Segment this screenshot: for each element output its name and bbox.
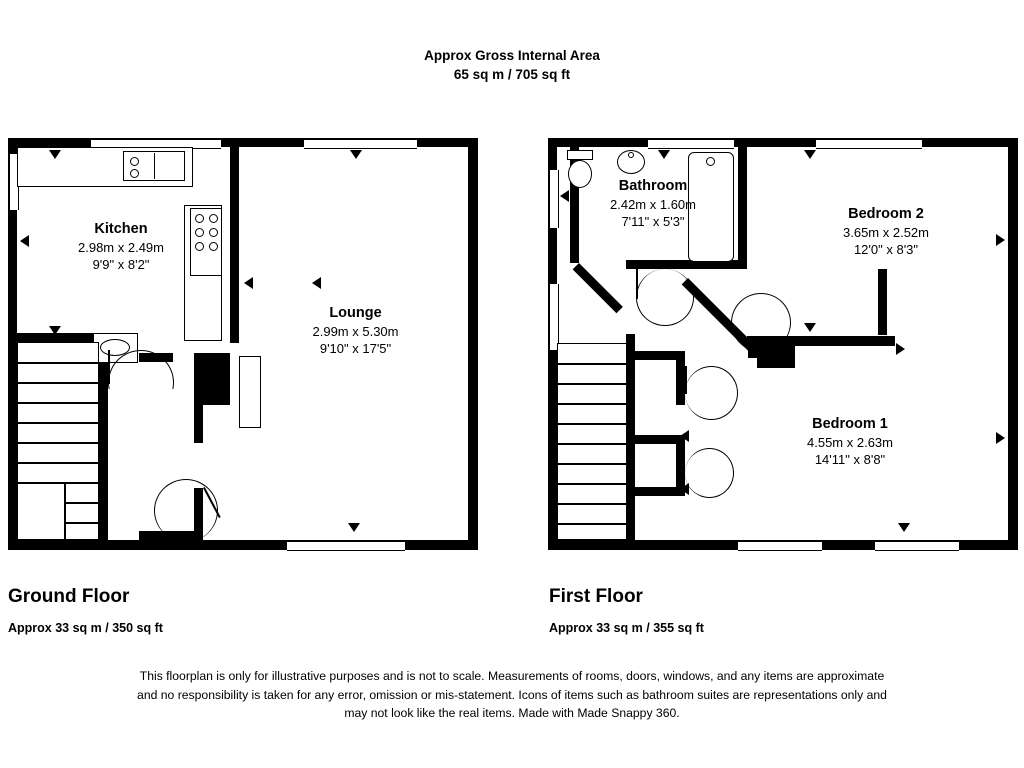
door-arc-bedroom2 — [731, 293, 791, 352]
door-leaf-bathroom — [636, 269, 638, 299]
first-floor-title: First Floor — [549, 586, 643, 607]
wall-bedroom1-stub — [878, 269, 887, 335]
room-metric: 4.55m x 2.63m — [807, 434, 893, 450]
cooker-ring-6 — [209, 242, 218, 251]
room-label-lounge — [273, 305, 438, 358]
room-imperial: 7'11" x 5'3" — [621, 214, 685, 229]
stair-step — [64, 522, 99, 524]
door-arc-entry — [154, 479, 218, 542]
direction-arrow — [996, 432, 1005, 444]
header-line-1: Approx Gross Internal Area — [424, 48, 600, 63]
window-landing-left-a — [549, 170, 559, 228]
room-imperial: 9'10" x 17'5" — [319, 341, 392, 356]
stair-step — [17, 402, 99, 404]
door-arc-cupboard — [685, 448, 734, 498]
ground-floor-plan — [8, 138, 478, 550]
stair-step — [557, 363, 627, 365]
room-label-bedroom1 — [770, 416, 930, 469]
room-metric: 2.42m x 1.60m — [610, 196, 696, 212]
room-metric: 3.65m x 2.52m — [843, 224, 929, 240]
room-metric: 2.99m x 5.30m — [312, 323, 399, 339]
stair-step — [17, 382, 99, 384]
room-imperial: 12'0" x 8'3" — [853, 242, 919, 257]
direction-arrow — [804, 323, 816, 332]
cooker-ring-2 — [209, 214, 218, 223]
wall-kitchen-nib — [8, 333, 17, 358]
wall-landing-cupboard-b — [676, 351, 685, 405]
wall-bathroom-right — [738, 147, 747, 269]
stair-step — [557, 403, 627, 405]
header-line-2: 65 sq m / 705 sq ft — [453, 67, 571, 82]
wall-ground-bottom — [8, 540, 478, 550]
room-name: Bedroom 1 — [812, 416, 888, 432]
stair-step — [557, 523, 627, 525]
stair-step — [17, 482, 99, 484]
door-arc-bedroom1 — [685, 366, 738, 420]
room-label-kitchen — [41, 221, 201, 274]
door-leaf-bedroom1 — [685, 366, 687, 394]
disclaimer-line-2: and no responsibility is taken for any error, omission or mis-statement. Icons of items such as bathroom suites are representations only and — [137, 687, 887, 702]
stair-step — [17, 462, 99, 464]
wall-first-right — [1008, 138, 1018, 550]
direction-arrow — [996, 234, 1005, 246]
wall-first-top — [548, 138, 1018, 147]
wall-hall-right — [194, 353, 203, 443]
door-arc-bathroom — [636, 269, 694, 326]
stair-step — [17, 362, 99, 364]
stair-step — [557, 423, 627, 425]
direction-arrow — [896, 343, 905, 355]
door-leaf-kitchen — [108, 350, 110, 384]
room-name: Lounge — [329, 305, 382, 321]
room-name: Kitchen — [94, 221, 148, 237]
direction-arrow — [560, 190, 569, 202]
window-landing-left-b — [549, 284, 559, 350]
direction-arrow — [898, 523, 910, 532]
stair-step — [64, 502, 99, 504]
direction-arrow — [680, 430, 689, 442]
wall-hall-lower — [99, 445, 108, 540]
stair-step — [557, 443, 627, 445]
stair-step — [557, 383, 627, 385]
stair-step — [557, 463, 627, 465]
direction-arrow — [348, 523, 360, 532]
direction-arrow — [804, 150, 816, 159]
wall-landing-diagonal-2 — [573, 263, 623, 313]
room-metric: 2.98m x 2.49m — [78, 239, 164, 255]
direction-arrow — [680, 483, 689, 495]
first-floor-area: Approx 33 sq m / 355 sq ft — [549, 621, 704, 635]
window-lounge-top — [304, 139, 417, 149]
wall-ground-right — [468, 138, 478, 550]
wall-landing-cupboard-d — [676, 435, 685, 487]
stair-step — [17, 442, 99, 444]
wall-landing-cupboard-e — [635, 487, 685, 496]
wall-landing-left-nib — [570, 235, 579, 263]
direction-arrow — [49, 326, 61, 335]
cooker-ring-4 — [209, 228, 218, 237]
room-imperial: 14'11" x 8'8" — [814, 452, 886, 467]
window-lounge-bottom — [287, 541, 405, 551]
door-arc-kitchen — [108, 350, 174, 415]
gross-internal-area-header — [0, 46, 1024, 84]
ground-floor-area: Approx 33 sq m / 350 sq ft — [8, 621, 163, 635]
direction-arrow — [49, 150, 61, 159]
disclaimer-line-1: This floorplan is only for illustrative purposes and is not to scale. Measurements of rooms, doors, windows, and any items are approximate — [139, 669, 885, 683]
window-bedroom2-top — [816, 139, 922, 149]
room-imperial: 9'9" x 8'2" — [92, 257, 150, 272]
kitchen-hob-burner-a — [130, 157, 139, 166]
bath-tap — [706, 157, 715, 166]
kitchen-hob-burner-b — [130, 169, 139, 178]
direction-arrow — [312, 277, 321, 289]
window-bathroom-top — [648, 139, 734, 149]
stair-step — [557, 483, 627, 485]
stair-rail — [64, 482, 66, 540]
direction-arrow — [658, 150, 670, 159]
direction-arrow — [20, 235, 29, 247]
first-floor-plan — [548, 138, 1018, 550]
disclaimer — [0, 667, 1024, 723]
wall-landing-vert — [626, 334, 635, 540]
door-arc-lounge — [203, 428, 204, 429]
window-bedroom1-bottom-b — [875, 541, 959, 551]
ground-floor-title: Ground Floor — [8, 586, 130, 607]
room-name: Bathroom — [618, 178, 688, 194]
window-bedroom1-bottom-a — [738, 541, 822, 551]
room-label-bathroom — [578, 178, 728, 231]
room-name: Bedroom 2 — [848, 206, 924, 222]
direction-arrow — [244, 277, 253, 289]
room-label-bedroom2 — [806, 206, 966, 259]
lounge-radiator — [239, 356, 261, 428]
toilet-cistern — [567, 150, 593, 160]
wall-kitchen-lounge — [230, 147, 239, 343]
washbasin-tap — [628, 152, 634, 158]
kitchen-sink-divider — [154, 153, 155, 179]
staircase-ground — [17, 342, 99, 540]
staircase-first — [557, 343, 627, 540]
stair-step — [17, 422, 99, 424]
direction-arrow — [350, 150, 362, 159]
stair-step — [557, 503, 627, 505]
disclaimer-line-3: may not look like the real items. Made with Made Snappy 360. — [344, 706, 680, 720]
